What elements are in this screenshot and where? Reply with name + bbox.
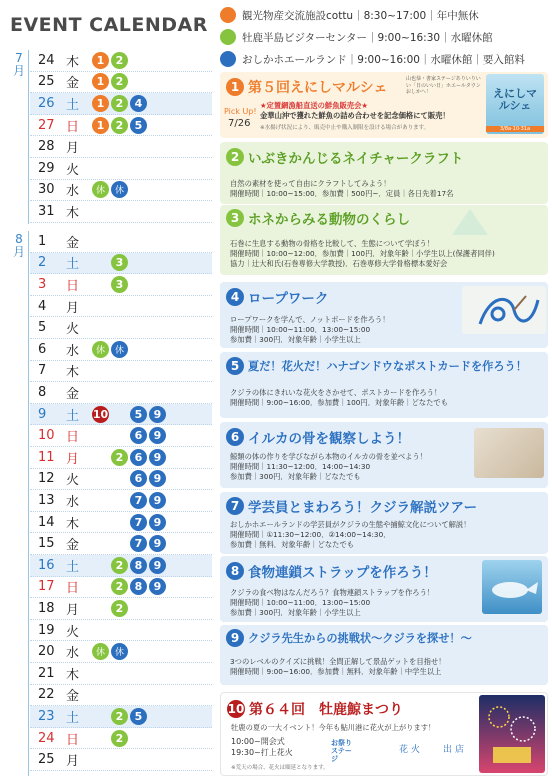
- event-note: ※水揚げ状況により、販売中止や購入制限を設ける場合があります。: [260, 125, 430, 131]
- event-markers: [92, 514, 166, 531]
- day-number: 20: [38, 644, 55, 660]
- event-markers: [92, 427, 166, 444]
- event-title: 第６４回 牡鹿鯨まつり: [249, 702, 403, 718]
- event-marker-badge: 6: [130, 427, 147, 444]
- weekday: 火: [66, 473, 80, 489]
- event-number-badge: 1: [226, 78, 244, 96]
- event-title: 食物連鎖ストラップを作ろう！: [248, 565, 437, 581]
- weekday: 土: [66, 257, 80, 273]
- weekday: 月: [66, 451, 80, 467]
- weekday: 水: [66, 646, 80, 662]
- calendar-day-row: [30, 641, 212, 663]
- calendar-day-row: [30, 158, 212, 180]
- event-marker-badge: 2: [111, 600, 128, 617]
- event-marker-badge: 2: [111, 557, 128, 574]
- day-number: 15: [38, 536, 55, 552]
- fireworks-icon: [479, 695, 545, 773]
- calendar-day-row: [30, 274, 212, 296]
- day-number: 18: [38, 600, 55, 616]
- event-subnote: 山也恭・書家ステージありいりいい「日のいい日」ホエールタウンおしかへ！: [406, 76, 481, 95]
- event-calendar: [0, 0, 212, 780]
- day-number: 1: [38, 233, 47, 249]
- event-marker-badge: 5: [130, 406, 147, 423]
- calendar-day-row: [30, 361, 212, 383]
- calendar-day-row: [30, 490, 212, 512]
- day-number: 12: [38, 471, 55, 487]
- month-divider: [28, 50, 29, 224]
- event-opening: 10:00~開会式: [231, 737, 285, 746]
- marker-spacer: [92, 514, 109, 531]
- month-label: 8月: [12, 232, 25, 259]
- rope-board-image: [462, 286, 546, 334]
- event-marker-badge: 2: [111, 578, 128, 595]
- calendar-day-row: [30, 115, 212, 137]
- event-1-marche: [220, 72, 548, 138]
- day-number: 5: [38, 320, 47, 336]
- event-marker-badge: 5: [130, 708, 147, 725]
- marker-spacer: [92, 557, 109, 574]
- weekday: 金: [66, 235, 80, 251]
- event-schedule: 開催時間｜10:00~11:00．13:00~15:00: [230, 325, 371, 334]
- whale-icon: [482, 560, 542, 614]
- event-markers: [92, 557, 166, 574]
- day-number: 21: [38, 665, 55, 681]
- event-marker-badge: 9: [149, 514, 166, 531]
- event-marker-badge: 9: [149, 535, 166, 552]
- event-title: ホネからみる動物のくらし: [248, 212, 410, 228]
- event-marker-badge: 7: [130, 514, 147, 531]
- marche-poster-image: [486, 74, 544, 134]
- calendar-day-row: [30, 425, 212, 447]
- event-description: 牡鹿の夏の一大イベント！今年も鮎川港に花火が上がります！: [231, 723, 436, 732]
- event-number-badge: 10: [227, 702, 245, 716]
- day-number: 10: [38, 428, 55, 444]
- calendar-day-row: [30, 577, 212, 599]
- legend-item-whale-land: [220, 48, 550, 70]
- month-july: [0, 50, 212, 224]
- festival-poster-image: [479, 695, 545, 773]
- event-marker-badge: 1: [92, 52, 109, 69]
- calendar-day-row: [30, 339, 212, 361]
- marker-spacer: [111, 406, 128, 423]
- weekday: 土: [66, 97, 80, 113]
- day-number: 31: [38, 203, 55, 219]
- calendar-day-row: [30, 663, 212, 685]
- stage-label: お祭りステージ: [331, 739, 352, 763]
- event-description: 3つのレベルのクイズに挑戦！全問正解して景品ゲットを目指せ！: [230, 657, 446, 666]
- pickup-date: 7/26: [228, 118, 251, 129]
- event-title: 夏だ！花火だ！ハナゴンドウなポストカードを作ろう！: [248, 360, 527, 373]
- event-description: ロープワークを学んで、ノットボードを作ろう！: [230, 315, 390, 324]
- marker-spacer: [92, 254, 109, 271]
- event-description: 石巻に生息する動物の骨格を比較して、生態について学ぼう！: [230, 239, 435, 248]
- event-marker-badge: 2: [111, 449, 128, 466]
- event-markers: [92, 181, 128, 198]
- event-schedule: 開催時間｜11:30~12:00．14:00~14:30: [230, 462, 371, 471]
- weekday: 土: [66, 710, 80, 726]
- event-7-whale-tour: [220, 492, 548, 554]
- calendar-day-row: [30, 231, 212, 253]
- day-number: 13: [38, 492, 55, 508]
- event-markers: [92, 535, 166, 552]
- closed-day-badge: 休: [92, 643, 109, 660]
- pickup-label: Pick Up!: [224, 107, 257, 116]
- calendar-day-row: [30, 136, 212, 158]
- closed-day-badge: 休: [111, 643, 128, 660]
- event-description: 鯨類の体の作りを学びながら本物のイルカの骨を並べよう！: [230, 452, 428, 461]
- event-marker-badge: 9: [149, 578, 166, 595]
- event-description: 自然の素材を使って自由にクラフトしてみよう！: [230, 179, 391, 188]
- weekday: 月: [66, 754, 80, 770]
- calendar-day-row: [30, 749, 212, 771]
- event-schedule: 開催時間｜9:00~16:00．参加費｜無料．対象年齢｜中学生以上: [230, 667, 442, 676]
- weekday: 日: [66, 732, 80, 748]
- event-lead: ★定置網漁船直送の鮮魚販売会★: [260, 101, 368, 110]
- weekday: 木: [66, 516, 80, 532]
- event-4-rope-work: [220, 282, 548, 348]
- marker-spacer: [92, 427, 109, 444]
- event-marker-badge: 7: [130, 492, 147, 509]
- venue-legend: [220, 4, 550, 70]
- day-number: 19: [38, 622, 55, 638]
- stalls-label: 出店: [443, 745, 468, 755]
- event-number-badge: 9: [226, 629, 244, 647]
- marker-spacer: [111, 470, 128, 487]
- event-markers: [92, 449, 166, 466]
- strap-image: [482, 560, 542, 614]
- event-fee: 参加費｜300円．対象年齢｜小学生以上: [230, 608, 361, 617]
- event-cooperation: 協力｜辻大和氏(石巻専修大学教授)．石巻専修大学骨格標本愛好会: [230, 259, 448, 268]
- event-marker-badge: 6: [130, 470, 147, 487]
- weekday: 木: [66, 205, 80, 221]
- event-markers: [92, 95, 147, 112]
- weekday: 木: [66, 54, 80, 70]
- event-marker-badge: 8: [130, 578, 147, 595]
- event-marker-badge: 3: [111, 254, 128, 271]
- day-number: 14: [38, 514, 55, 530]
- weekday: 金: [66, 76, 80, 92]
- event-markers: [92, 578, 166, 595]
- event-2-nature-craft: [220, 142, 548, 204]
- calendar-day-row: [30, 620, 212, 642]
- event-schedule: 開催時間｜10:00~12:00．参加費｜100円．対象年齢｜小学生以上(保護者同伴): [230, 249, 495, 258]
- day-number: 29: [38, 160, 55, 176]
- marker-spacer: [111, 492, 128, 509]
- event-schedule: 開催時間｜9:00~16:00．参加費｜100円．対象年齢｜どなたでも: [230, 398, 448, 407]
- event-markers: [92, 276, 128, 293]
- event-marker-badge: 5: [130, 117, 147, 134]
- calendar-day-row: [30, 201, 212, 223]
- event-markers: [92, 406, 166, 423]
- event-5-postcard: [220, 352, 548, 418]
- calendar-day-row: [30, 296, 212, 318]
- closed-day-badge: 休: [92, 341, 109, 358]
- legend-item-cottu: [220, 4, 550, 26]
- calendar-day-row: [30, 382, 212, 404]
- day-number: 4: [38, 298, 47, 314]
- event-10-whale-festival: [220, 692, 548, 776]
- weekday: 金: [66, 538, 80, 554]
- day-number: 8: [38, 384, 47, 400]
- event-9-quiz: [220, 625, 548, 685]
- weekday: 土: [66, 559, 80, 575]
- calendar-day-row: [30, 469, 212, 491]
- event-schedule: 開催時間｜10:00~15:00．参加費｜500円~．定員｜各日先着17名: [230, 189, 454, 198]
- event-number-badge: 7: [226, 497, 244, 515]
- marker-spacer: [111, 427, 128, 444]
- calendar-day-row: [30, 404, 212, 426]
- event-marker-badge: 9: [149, 470, 166, 487]
- event-title: クジラ先生からの挑戦状～クジラを探せ！～: [248, 632, 472, 645]
- event-title: いぶきかんじるネイチャークラフト: [248, 151, 464, 167]
- day-number: 27: [38, 117, 55, 133]
- event-number-badge: 8: [226, 562, 244, 580]
- event-marker-badge: 2: [111, 730, 128, 747]
- event-fee: 参加費｜300円．対象年齢｜どなたでも: [230, 472, 361, 481]
- day-number: 28: [38, 139, 55, 155]
- day-number: 16: [38, 557, 55, 573]
- event-markers: [92, 117, 147, 134]
- calendar-day-row: [30, 533, 212, 555]
- event-fee: 参加費｜300円．対象年齢｜小学生以上: [230, 335, 361, 344]
- weekday: 水: [66, 184, 80, 200]
- event-line: 金華山沖で獲れた鮮魚の詰め合わせを記念価格にて販売！: [260, 111, 450, 120]
- calendar-day-row: [30, 180, 212, 202]
- calendar-day-row: [30, 706, 212, 728]
- event-marker-badge: 4: [130, 95, 147, 112]
- weekday: 木: [66, 365, 80, 381]
- calendar-day-row: [30, 93, 212, 115]
- event-marker-badge: 1: [92, 95, 109, 112]
- weekday: 日: [66, 278, 80, 294]
- closed-day-badge: 休: [92, 181, 109, 198]
- weekday: 月: [66, 300, 80, 316]
- poster-date: 3/8a·10·31a: [486, 126, 544, 132]
- green-dot-icon: [220, 29, 236, 45]
- day-number: 7: [38, 363, 47, 379]
- weekday: 金: [66, 689, 80, 705]
- event-marker-badge: 9: [149, 557, 166, 574]
- day-number: 2: [38, 255, 47, 271]
- event-markers: [92, 341, 128, 358]
- calendar-day-row: [30, 72, 212, 94]
- day-number: 9: [38, 406, 47, 422]
- calendar-day-row: [30, 512, 212, 534]
- weekday: 月: [66, 141, 80, 157]
- month-august: [0, 231, 212, 776]
- orange-dot-icon: [220, 7, 236, 23]
- event-number-badge: 4: [226, 288, 244, 306]
- day-number: 24: [38, 730, 55, 746]
- weekday: 日: [66, 119, 80, 135]
- event-fireworks-time: 19:30~打上花火: [231, 748, 293, 757]
- day-number: 30: [38, 182, 55, 198]
- marker-spacer: [92, 470, 109, 487]
- event-marker-badge: 2: [111, 708, 128, 725]
- day-number: 24: [38, 52, 55, 68]
- event-marker-badge: 2: [111, 117, 128, 134]
- legend-text: おしかホエールランド｜9:00~16:00｜水曜休館｜要入館料: [242, 53, 525, 66]
- triangle-decoration-icon: [452, 209, 488, 235]
- event-marker-badge: 2: [111, 52, 128, 69]
- poster-text: えにしマルシェ: [493, 87, 537, 112]
- event-markers: [92, 600, 128, 617]
- dolphin-bone-image: [474, 428, 544, 478]
- event-marker-badge: 9: [149, 427, 166, 444]
- event-marker-badge: 3: [111, 276, 128, 293]
- legend-text: 観光物産交流施設cottu｜8:30~17:00｜年中無休: [242, 9, 479, 22]
- weekday: 木: [66, 667, 80, 683]
- event-markers: [92, 254, 128, 271]
- marker-spacer: [92, 600, 109, 617]
- event-title: ロープワーク: [248, 291, 329, 307]
- event-description: おしかホエールランドの学芸員がクジラの生態や捕鯨文化について解説！: [230, 520, 471, 529]
- event-markers: [92, 52, 128, 69]
- event-note: ※荒天の場合、花火は順延となります。: [231, 765, 329, 771]
- day-number: 22: [38, 687, 55, 703]
- event-markers: [92, 492, 166, 509]
- weekday: 火: [66, 162, 80, 178]
- calendar-day-row: [30, 253, 212, 275]
- day-number: 11: [38, 449, 55, 465]
- weekday: 月: [66, 602, 80, 618]
- marker-spacer: [92, 492, 109, 509]
- event-marker-badge: 6: [130, 449, 147, 466]
- day-number: 17: [38, 579, 55, 595]
- rope-knot-icon: [462, 286, 546, 334]
- event-number-badge: 3: [226, 209, 244, 227]
- month-divider: [28, 231, 29, 776]
- event-marker-badge: 1: [92, 117, 109, 134]
- event-description: クジラの食べ物はなんだろう？食物連鎖ストラップを作ろう！: [230, 588, 435, 597]
- event-marker-badge: 9: [149, 406, 166, 423]
- event-description: クジラの体にきれいな花火をさかせて、ポストカードを作ろう！: [230, 388, 442, 397]
- day-number: 25: [38, 752, 55, 768]
- day-number: 26: [38, 95, 55, 111]
- event-marker-badge: 10: [92, 407, 109, 421]
- calendar-day-row: [30, 50, 212, 72]
- blue-dot-icon: [220, 51, 236, 67]
- day-number: 25: [38, 74, 55, 90]
- marker-spacer: [92, 708, 109, 725]
- marker-spacer: [111, 514, 128, 531]
- event-schedule: 開催時間｜①11:30~12:00．②14:00~14:30．: [230, 530, 391, 539]
- event-markers: [92, 730, 128, 747]
- event-title: 第５回えにしマルシェ: [248, 80, 388, 96]
- marker-spacer: [111, 535, 128, 552]
- event-marker-badge: 2: [111, 73, 128, 90]
- event-markers: [92, 643, 128, 660]
- event-number-badge: 6: [226, 428, 244, 446]
- marker-spacer: [92, 449, 109, 466]
- event-schedule: 開催時間｜10:00~11:00．13:00~15:00: [230, 598, 371, 607]
- weekday: 火: [66, 322, 80, 338]
- weekday: 水: [66, 343, 80, 359]
- event-markers: [92, 708, 147, 725]
- day-number: 3: [38, 276, 47, 292]
- event-3-bones: [220, 205, 548, 275]
- weekday: 火: [66, 624, 80, 640]
- calendar-title: EVENT CALENDAR: [10, 14, 208, 36]
- calendar-day-row: [30, 598, 212, 620]
- marker-spacer: [92, 730, 109, 747]
- weekday: 土: [66, 408, 80, 424]
- legend-text: 牡鹿半島ビジターセンター｜9:00~16:30｜水曜休館: [242, 31, 493, 44]
- event-marker-badge: 7: [130, 535, 147, 552]
- event-markers: [92, 73, 128, 90]
- event-title: 学芸員とまわろう！クジラ解説ツアー: [248, 500, 478, 516]
- event-6-dolphin-bones: [220, 422, 548, 488]
- day-number: 23: [38, 708, 55, 724]
- calendar-day-row: [30, 728, 212, 750]
- calendar-day-row: [30, 447, 212, 469]
- legend-item-visitor-center: [220, 26, 550, 48]
- event-marker-badge: 1: [92, 73, 109, 90]
- event-fee: 参加費｜無料．対象年齢｜どなたでも: [230, 540, 355, 549]
- event-marker-badge: 2: [111, 95, 128, 112]
- event-marker-badge: 9: [149, 492, 166, 509]
- weekday: 水: [66, 494, 80, 510]
- weekday: 日: [66, 581, 80, 597]
- marker-spacer: [92, 535, 109, 552]
- weekday: 日: [66, 430, 80, 446]
- event-8-strap: [220, 556, 548, 622]
- day-number: 6: [38, 341, 47, 357]
- calendar-day-row: [30, 685, 212, 707]
- marker-spacer: [92, 578, 109, 595]
- event-marker-badge: 9: [149, 449, 166, 466]
- event-number-badge: 2: [226, 148, 244, 166]
- event-number-badge: 5: [226, 357, 244, 375]
- marker-spacer: [92, 276, 109, 293]
- closed-day-badge: 休: [111, 341, 128, 358]
- month-label: 7月: [12, 51, 25, 78]
- weekday: 金: [66, 386, 80, 402]
- event-title: イルカの骨を観察しよう！: [248, 431, 410, 447]
- event-marker-badge: 8: [130, 557, 147, 574]
- event-markers: [92, 470, 166, 487]
- calendar-day-row: [30, 317, 212, 339]
- calendar-day-row: [30, 555, 212, 577]
- fireworks-label: 花火: [399, 745, 424, 755]
- closed-day-badge: 休: [111, 181, 128, 198]
